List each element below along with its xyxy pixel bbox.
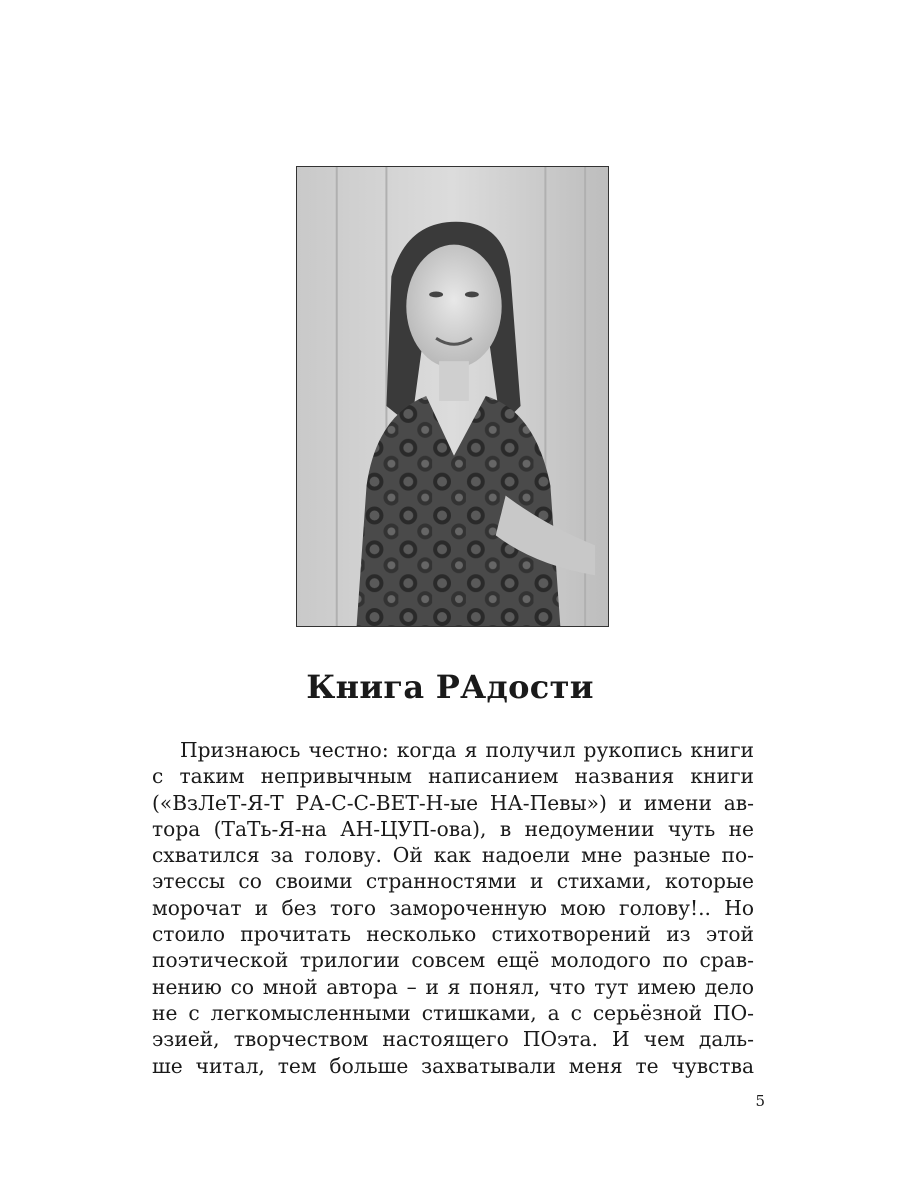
body-line: («ВзЛеТ-Я-Т РА-С-С-ВЕТ-Н-ые НА-Певы») и имени ав- <box>152 790 754 815</box>
body-line: с таким непривычным написанием названия книги <box>152 764 754 789</box>
body-line: ше читал, тем больше захватывали меня те чувства <box>152 1053 754 1078</box>
chapter-title: Книга РАдости <box>306 668 594 706</box>
body-line: схватился за голову. Ой как надоели мне разные по- <box>152 843 754 868</box>
body-line: поэтической трилогии совсем ещё молодого по срав- <box>152 948 754 973</box>
page-number: 5 <box>755 1092 765 1110</box>
body-line: стоило прочитать несколько стихотворений из этой <box>152 922 754 947</box>
body-line: эзией, творчеством настоящего ПОэта. И чем даль- <box>152 1027 754 1052</box>
body-line: нению со мной автора – и я понял, что тут имею дело <box>152 974 754 999</box>
body-line: не с легкомысленными стишками, а с серьёзной ПО- <box>152 1000 754 1025</box>
body-line: морочат и без того замороченную мою голову!.. Но <box>152 895 754 920</box>
portrait-photo-icon <box>297 167 608 626</box>
author-portrait <box>296 166 609 627</box>
body-line: тора (ТаТь-Я-на АН-ЦУП-ова), в недоумении чуть не <box>152 816 754 841</box>
chapter-body-text <box>152 737 754 1079</box>
body-line: Признаюсь честно: когда я получил рукопись книги <box>180 738 754 762</box>
body-line: этессы со своими странностями и стихами, которые <box>152 869 754 894</box>
